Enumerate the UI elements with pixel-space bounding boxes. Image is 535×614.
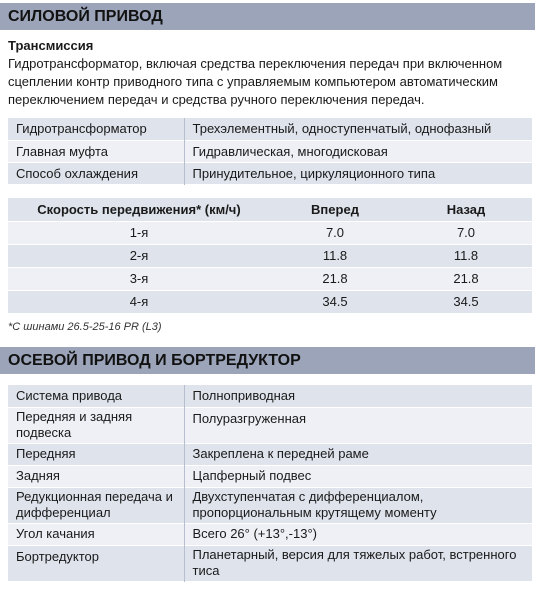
intro-paragraph: Гидротрансформатор, включая средства переключения передач при включенном сцеплении контр приводного типа с управляемым компьютером автоматическим переключением передач и средства ручного переключения передач. [8,56,503,107]
section-title: СИЛОВОЙ ПРИВОД [8,7,163,25]
table-row [8,385,532,407]
table-header-row [8,198,532,221]
spec-value: Всего 26° (+13°,-13°) [184,523,532,545]
table-row [8,162,532,184]
spec-label: Гидротрансформатор [8,118,184,140]
spec-value: Закреплена к передней раме [184,443,532,465]
table-row [8,221,532,244]
footnote: *С шинами 26.5-25-16 PR (L3) [8,321,162,333]
table-row [8,118,532,140]
spec-value: Планетарный, версия для тяжелых работ, встренного тиса [184,545,532,581]
gear-cell: 4-я [8,290,270,313]
gear-cell: 1-я [8,221,270,244]
section-header-axle-drive [0,347,535,374]
forward-cell: 21.8 [270,267,400,290]
reverse-cell: 34.5 [400,290,532,313]
spec-label: Угол качания [8,523,184,545]
table-row [8,290,532,313]
section-header-power-drive [0,3,535,30]
spec-value: Трехэлементный, одноступенчатый, однофазный [184,118,532,140]
forward-cell: 34.5 [270,290,400,313]
column-header-forward: Вперед [270,198,400,221]
spec-value: Полноприводная [184,385,532,407]
transmission-spec-table [8,118,532,185]
spec-value: Цапферный подвес [184,465,532,487]
column-header-reverse: Назад [400,198,532,221]
reverse-cell: 7.0 [400,221,532,244]
spec-label: Редукционная передача и дифференциал [8,487,184,523]
subsection-title: Трансмиссия [8,38,94,53]
spec-value: Полуразгруженная [184,407,532,443]
reverse-cell: 21.8 [400,267,532,290]
spec-label: Главная муфта [8,140,184,162]
table-row [8,465,532,487]
table-row [8,140,532,162]
table-row [8,407,532,443]
table-row [8,545,532,581]
reverse-cell: 11.8 [400,244,532,267]
spec-value: Гидравлическая, многодисковая [184,140,532,162]
spec-value: Двухступенчатая с дифференциалом, пропорциональным крутящему моменту [184,487,532,523]
forward-cell: 11.8 [270,244,400,267]
speed-table [8,198,532,314]
gear-cell: 3-я [8,267,270,290]
table-row [8,443,532,465]
table-row [8,267,532,290]
spec-label: Бортредуктор [8,545,184,581]
table-row [8,487,532,523]
table-row [8,244,532,267]
spec-label: Передняя и задняя подвеска [8,407,184,443]
spec-value: Принудительное, циркуляционного типа [184,162,532,184]
spec-label: Задняя [8,465,184,487]
column-header-speed: Скорость передвижения* (км/ч) [8,198,270,221]
spec-label: Система привода [8,385,184,407]
axle-spec-table [8,385,532,582]
gear-cell: 2-я [8,244,270,267]
spec-label: Способ охлаждения [8,162,184,184]
section-title: ОСЕВОЙ ПРИВОД И БОРТРЕДУКТОР [8,351,301,369]
table-row [8,523,532,545]
forward-cell: 7.0 [270,221,400,244]
spec-label: Передняя [8,443,184,465]
